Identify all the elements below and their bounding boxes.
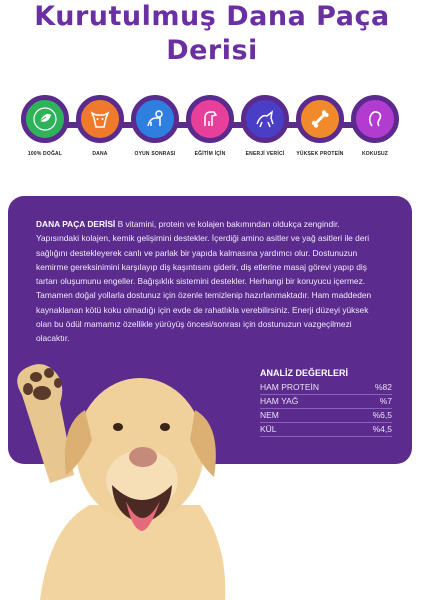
badge-label: KOKUSUZ (361, 151, 389, 157)
bone-icon (307, 106, 333, 132)
nutrient-value: %4,5 (372, 424, 392, 434)
badge-label: EĞİTİM İÇİN (194, 151, 226, 157)
leaf-seal-icon (32, 106, 58, 132)
badge-label: OYUN SONRASI (134, 151, 176, 157)
badge-label: DANA (92, 151, 108, 157)
analysis-title: ANALİZ DEĞERLERİ (260, 368, 349, 378)
cow-icon (87, 106, 113, 132)
nutrient-value: %6,5 (372, 410, 392, 420)
product-title: Kurutulmuş Dana Paça Derisi (34, 1, 390, 66)
badge-label: 100% DOĞAL (27, 151, 63, 157)
description-lead: DANA PAÇA DERİSİ (36, 219, 116, 229)
badge-cow (76, 95, 124, 143)
description-text: B vitamini, protein ve kolajen bakımından oldukça zengindir. Yapısındaki kolajen, kemik gelişimini destekler. İçerdiği amino asitler ve yağ asitleri ile deri sağlığını destekleyerek canlı ve parlak bir yapıda kalmasına yardımcı olur. Dostunuzun kemirme gereksinimini karşılayıp diş kaşıntısını giderir, diş etlerine masaj görevi yapıp diş tartarı oluşumunu engeller. Bağışıklık sistemini destekler. Herhangi bir koruyucu içermez. Tamamen doğal yollarla dostunuz için özenle temizlenip hazırlanmaktadır. Ham maddeden kaynaklanan kötü koku olmadığı için evde de rahatlıkla verebilirsiniz. Enerji düzeyi yüksek olan bu ödül mamamız özellikle yürüyüş öncesi/sonrası için dostunuzun vazgeçilmezi olacaktır. (36, 219, 372, 344)
analysis-row (260, 409, 392, 423)
product-description (36, 217, 372, 346)
badge-label: YÜKSEK PROTEİN (296, 151, 344, 157)
nutrient-name: HAM YAĞ (260, 396, 299, 406)
badge-energy-dog (241, 95, 289, 143)
badge-training-dog (186, 95, 234, 143)
analysis-row (260, 395, 392, 409)
energy-dog-icon (252, 106, 278, 132)
analysis-row (260, 381, 392, 395)
nutrient-name: HAM PROTEİN (260, 382, 320, 392)
badge-label: ENERJİ VERİCİ (245, 151, 285, 157)
dog-photo (0, 355, 230, 600)
nutrient-name: NEM (260, 410, 279, 420)
nutrient-value: %7 (379, 396, 392, 406)
badge-playing-dog (131, 95, 179, 143)
badge-leaf-seal (21, 95, 69, 143)
playing-dog-icon (142, 106, 168, 132)
no-smell-icon (362, 106, 388, 132)
badge-no-smell (351, 95, 399, 143)
nutrient-value: %82 (374, 382, 392, 392)
analysis-row (260, 423, 392, 437)
training-dog-icon (197, 106, 223, 132)
badge-bone (296, 95, 344, 143)
nutrient-name: KÜL (260, 424, 277, 434)
feature-band (0, 91, 424, 157)
analysis-table (260, 368, 392, 437)
